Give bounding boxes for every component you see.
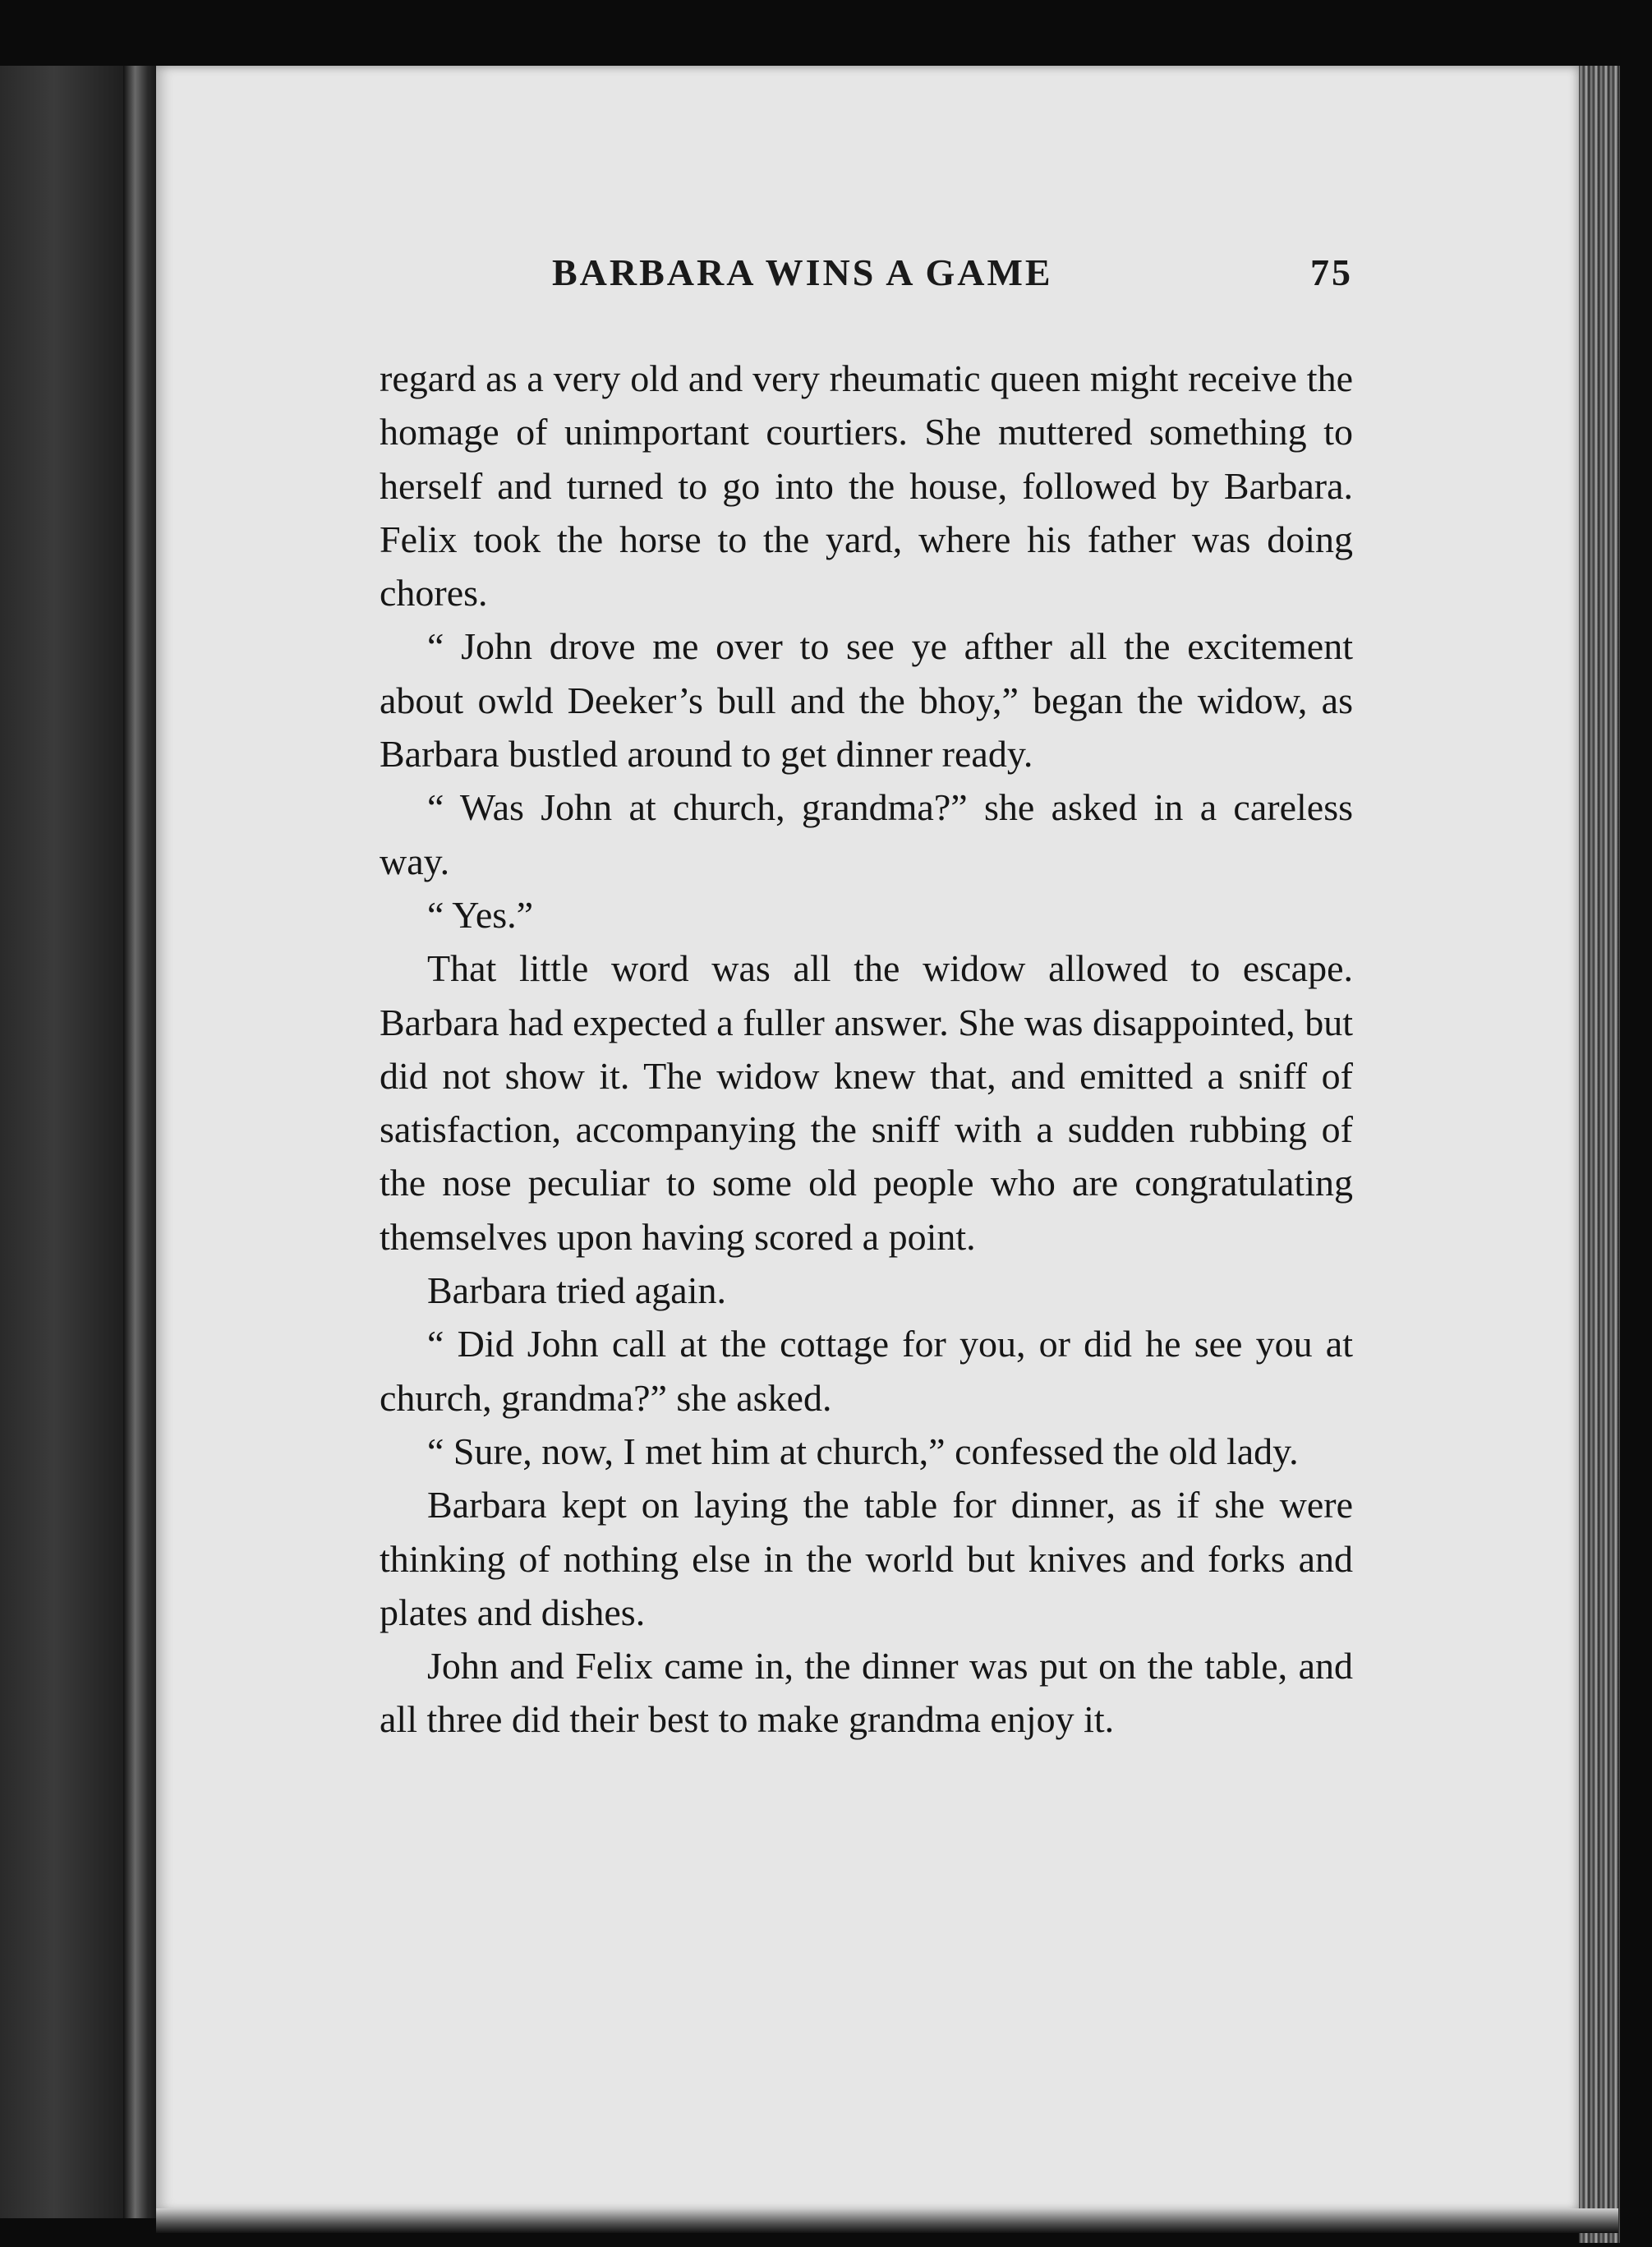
page-number: 75: [1310, 251, 1353, 293]
paragraph: “ Was John at church, grandma?” she asked in a careless way.: [380, 786, 1353, 882]
page-body: [380, 352, 1353, 1747]
page-bottom-shadow: [156, 2208, 1618, 2233]
paragraph: “ Yes.”: [427, 893, 534, 936]
page-stack-edge: [1579, 66, 1620, 2243]
paragraph: “ Did John call at the cottage for you, or did he see you at church, grandma?” she asked.: [380, 1323, 1353, 1419]
previous-page-edge: [0, 66, 136, 2218]
paragraph: “ Sure, now, I met him at church,” confessed the old lady.: [427, 1430, 1299, 1472]
paragraph: Barbara tried again.: [427, 1269, 726, 1312]
paragraph: “ John drove me over to see ye afther all the excitement about owld Deeker’s bull and the bhoy,” began the widow, as Barbara bustled around to get dinner ready.: [380, 625, 1353, 776]
paragraph: That little word was all the widow allowed to escape. Barbara had expected a fuller answer. She was disappointed, but did not show it. The widow knew that, and emitted a sniff of satisfaction, accompanying the sniff with a sudden rubbing of the nose peculiar to some old people who are congratulating themselves upon having scored a point.: [380, 947, 1353, 1258]
running-title: BARBARA WINS A GAME: [552, 251, 1053, 293]
paragraph: regard as a very old and very rheumatic queen might receive the homage of unimportant courtiers. She muttered something to herself and turned to go into the house, followed by Barbara. Felix took the horse to the yard, where his father was doing chores.: [380, 357, 1353, 615]
paragraph: John and Felix came in, the dinner was put on the table, and all three did their best to make grandma enjoy it.: [380, 1645, 1353, 1741]
paragraph: Barbara kept on laying the table for dinner, as if she were thinking of nothing else in the world but knives and forks and plates and dishes.: [380, 1484, 1353, 1633]
book-gutter: [123, 66, 158, 2218]
